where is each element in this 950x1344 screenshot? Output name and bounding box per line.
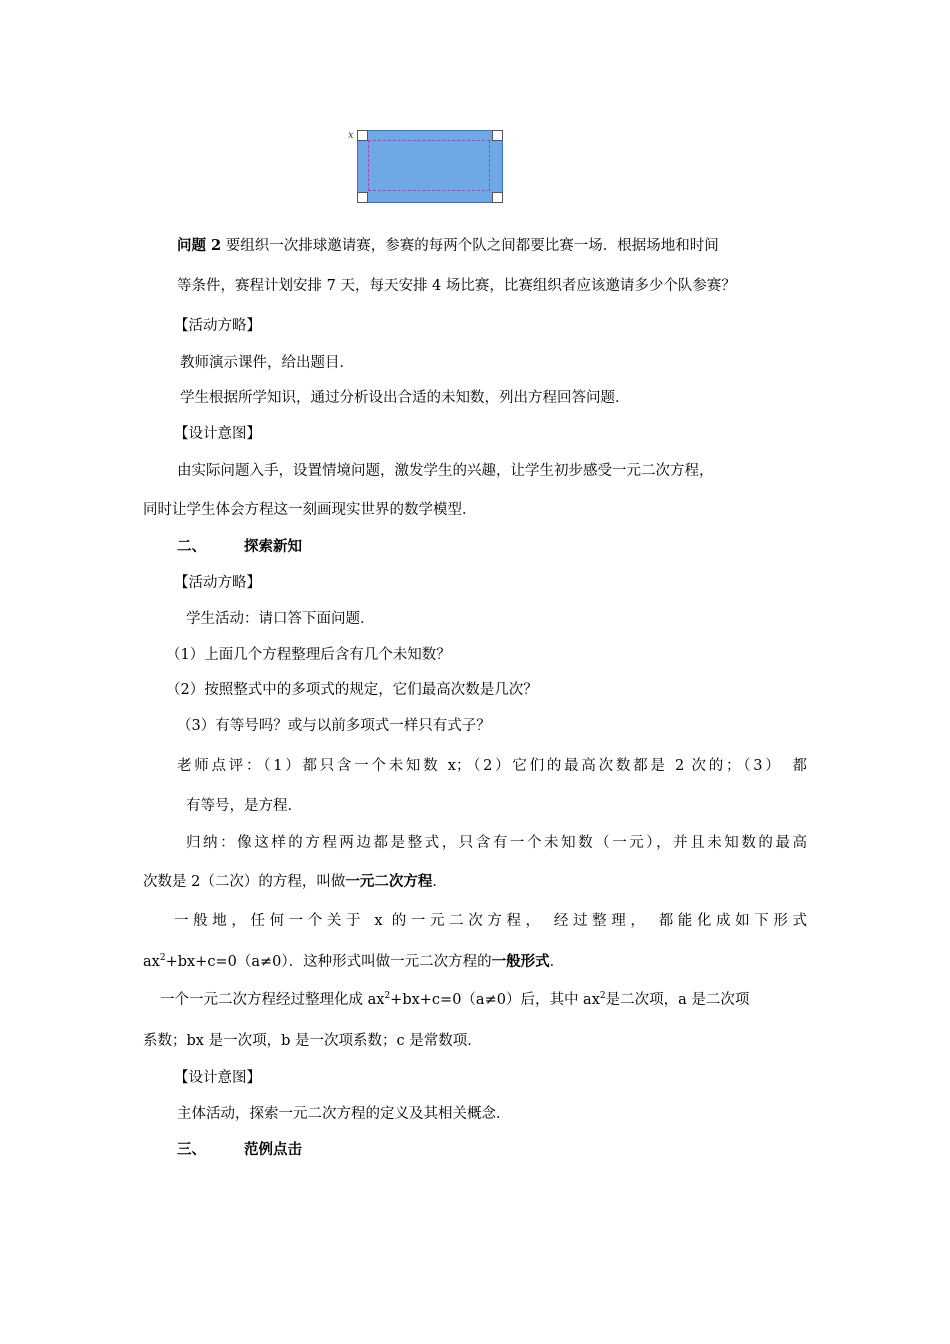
- problem-2-label: 问题 2: [177, 237, 222, 254]
- dashed-inner-rectangle: [368, 140, 490, 191]
- design-header-2: 【设计意图】: [174, 1070, 261, 1086]
- terms-text-b: +bx+c=0（a≠0）后，其中 ax: [390, 992, 600, 1008]
- general-form-period: ．: [549, 954, 565, 970]
- activity-header-2: 【活动方略】: [174, 575, 261, 591]
- teacher-comment-line-1: 老师点评：（1）都只含一个未知数 x；（2）它们的最高次数都是 2 次的；（3） 都: [177, 758, 807, 774]
- section-3-title: 范例点击: [244, 1141, 302, 1158]
- formula-part-2: +bx+c=0（a≠0）．这种形式叫做一元二次方程的: [165, 954, 492, 970]
- rectangle-figure: [348, 126, 508, 208]
- teacher-comment-line-2: 有等号，是方程．: [186, 798, 302, 814]
- design-2-line-1: 主体活动，探索一元二次方程的定义及其相关概念．: [177, 1106, 511, 1122]
- problem-2-line-2: 等条件，赛程计划安排 7 天，每天安排 4 场比赛，比赛组织者应该邀请多少个队参赛？: [177, 278, 736, 294]
- summary-period: ．: [432, 874, 447, 890]
- terms-line-1: [160, 990, 749, 1010]
- corner-square-bottom-left: [357, 192, 368, 203]
- terms-text-c: 是二次项，a 是二次项: [605, 992, 750, 1008]
- terms-superscript-2: 2: [599, 991, 606, 1001]
- design-header-1: 【设计意图】: [174, 426, 261, 442]
- blue-rectangle: [357, 130, 503, 203]
- section-3-number: 三、: [177, 1141, 206, 1158]
- term-general-form: 一般形式: [491, 953, 550, 970]
- design-1-line-2: 同时让学生体会方程这一刻画现实世界的数学模型．: [143, 502, 477, 518]
- terms-superscript-1: 2: [384, 991, 391, 1001]
- figure-x-label: x: [348, 130, 354, 141]
- question-3: （3）有等号吗？或与以前多项式一样只有式子？: [177, 718, 491, 734]
- formula-superscript: 2: [159, 953, 166, 963]
- problem-2-line-1: [177, 236, 719, 256]
- activity-header-1: 【活动方略】: [174, 318, 261, 334]
- activity-1-line-1: 教师演示课件，给出题目．: [180, 355, 354, 371]
- design-1-line-1: 由实际问题入手，设置情境问题，激发学生的兴趣，让学生初步感受一元二次方程，: [177, 463, 714, 479]
- section-2-number: 二、: [177, 538, 206, 555]
- terms-text-a: 一个一元二次方程经过整理化成 ax: [160, 992, 385, 1008]
- problem-2-text: 要组织一次排球邀请赛，参赛的每两个队之间都要比赛一场．根据场地和时间: [221, 238, 719, 254]
- summary-line-2: [143, 872, 447, 892]
- summary-line-1: 归纳：像这样的方程两边都是整式，只含有一个未知数（一元），并且未知数的最高: [186, 835, 807, 851]
- question-2: （2）按照整式中的多项式的规定，它们最高次数是几次？: [166, 682, 538, 698]
- section-2-title: 探索新知: [244, 538, 302, 555]
- general-form-line-1: 一般地，任何一个关于 x 的一元二次方程， 经过整理， 都能化成如下形式: [174, 913, 807, 929]
- summary-text: 次数是 2（二次）的方程，叫做: [143, 874, 346, 890]
- term-quadratic-equation: 一元二次方程: [345, 873, 433, 890]
- corner-square-top-left: [357, 130, 368, 141]
- corner-square-bottom-right: [492, 192, 503, 203]
- terms-line-2: 系数；bx 是一次项，b 是一次项系数；c 是常数项．: [143, 1033, 482, 1049]
- question-1: （1）上面几个方程整理后含有几个未知数？: [166, 647, 451, 663]
- corner-square-top-right: [492, 130, 503, 141]
- activity-1-line-2: 学生根据所学知识，通过分析设出合适的未知数，列出方程回答问题．: [180, 390, 630, 406]
- activity-2-intro: 学生活动：请口答下面问题．: [186, 611, 375, 627]
- general-form-line-2: [143, 952, 564, 972]
- formula-part-1: ax: [143, 954, 160, 970]
